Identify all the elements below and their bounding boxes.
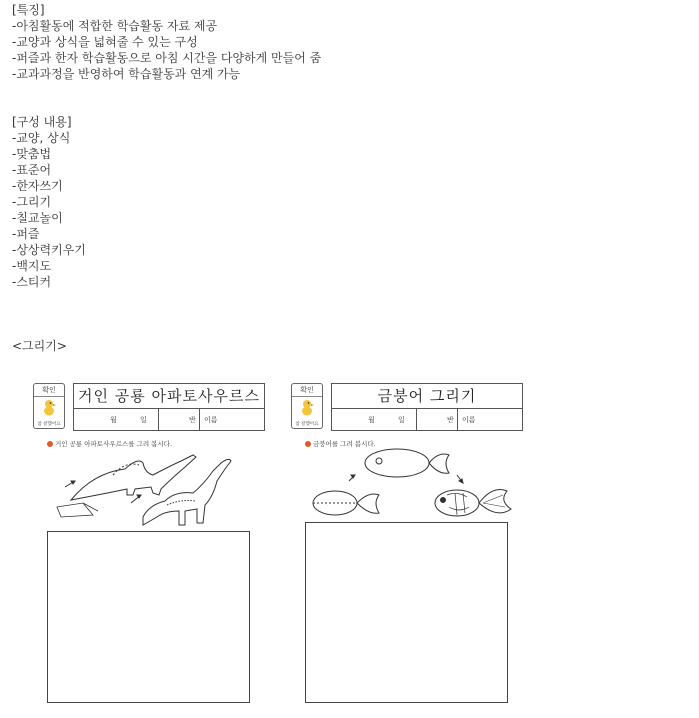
section-label: <그리기>	[12, 339, 67, 353]
check-footer: 참 잘했어요	[37, 422, 61, 427]
name-label: 이름	[204, 416, 218, 424]
chick-icon	[41, 398, 57, 416]
worksheet-title: 금붕어 그리기	[332, 384, 522, 409]
drawing-area[interactable]	[305, 522, 508, 703]
worksheet-header	[291, 383, 523, 431]
check-stamp-box	[33, 383, 65, 429]
contents-item: -한자쓰기	[12, 179, 63, 193]
check-stamp-box	[291, 383, 323, 429]
features-heading: [특징]	[12, 3, 45, 17]
contents-item: -상상력키우기	[12, 243, 86, 257]
features-item: -교양과 상식을 넓혀줄 수 있는 구성	[12, 35, 198, 49]
goldfish-icon	[307, 445, 517, 525]
contents-section	[12, 114, 86, 290]
contents-item: -교양, 상식	[12, 131, 71, 145]
contents-item: -그리기	[12, 195, 52, 209]
check-label: 확인	[34, 384, 64, 397]
day-label: 일	[398, 416, 405, 424]
contents-item: -퍼즐	[12, 227, 40, 241]
check-footer: 참 잘했어요	[295, 422, 319, 427]
contents-item: -칠교놀이	[12, 211, 63, 225]
info-row	[332, 409, 522, 430]
features-item: -교과과정을 반영하여 학습활동과 연계 가능	[12, 67, 241, 81]
worksheet-header	[33, 383, 265, 431]
class-label: 반	[189, 416, 196, 424]
contents-item: -백지도	[12, 259, 52, 273]
contents-item: -표준어	[12, 163, 52, 177]
month-label: 월	[110, 416, 117, 424]
instruction-text: 금붕어를 그려 봅시다.	[313, 440, 376, 448]
contents-item: -스티커	[12, 275, 52, 289]
features-item: -퍼즐과 한자 학습활동으로 아침 시간을 다양하게 만들어 줌	[12, 51, 322, 65]
worksheet-title: 거인 공룡 아파토사우르스	[74, 384, 264, 409]
features-item: -아침활동에 적합한 학습활동 자료 제공	[12, 19, 218, 33]
features-section	[12, 2, 321, 82]
month-label: 월	[368, 416, 375, 424]
drawing-area[interactable]	[47, 531, 250, 703]
check-label: 확인	[292, 384, 322, 397]
worksheet-dinosaur	[33, 383, 265, 703]
chick-icon	[299, 398, 315, 416]
title-box	[73, 383, 265, 431]
worksheet-goldfish	[291, 383, 523, 703]
contents-heading: [구성 내용]	[12, 115, 72, 129]
dinosaur-icon	[53, 445, 253, 535]
contents-item: -맞춤법	[12, 147, 52, 161]
day-label: 일	[140, 416, 147, 424]
name-label: 이름	[462, 416, 476, 424]
class-label: 반	[447, 416, 454, 424]
title-box	[331, 383, 523, 431]
instruction-text: 거인 공룡 아파토사우르스를 그려 봅시다.	[55, 440, 173, 448]
info-row	[74, 409, 264, 430]
